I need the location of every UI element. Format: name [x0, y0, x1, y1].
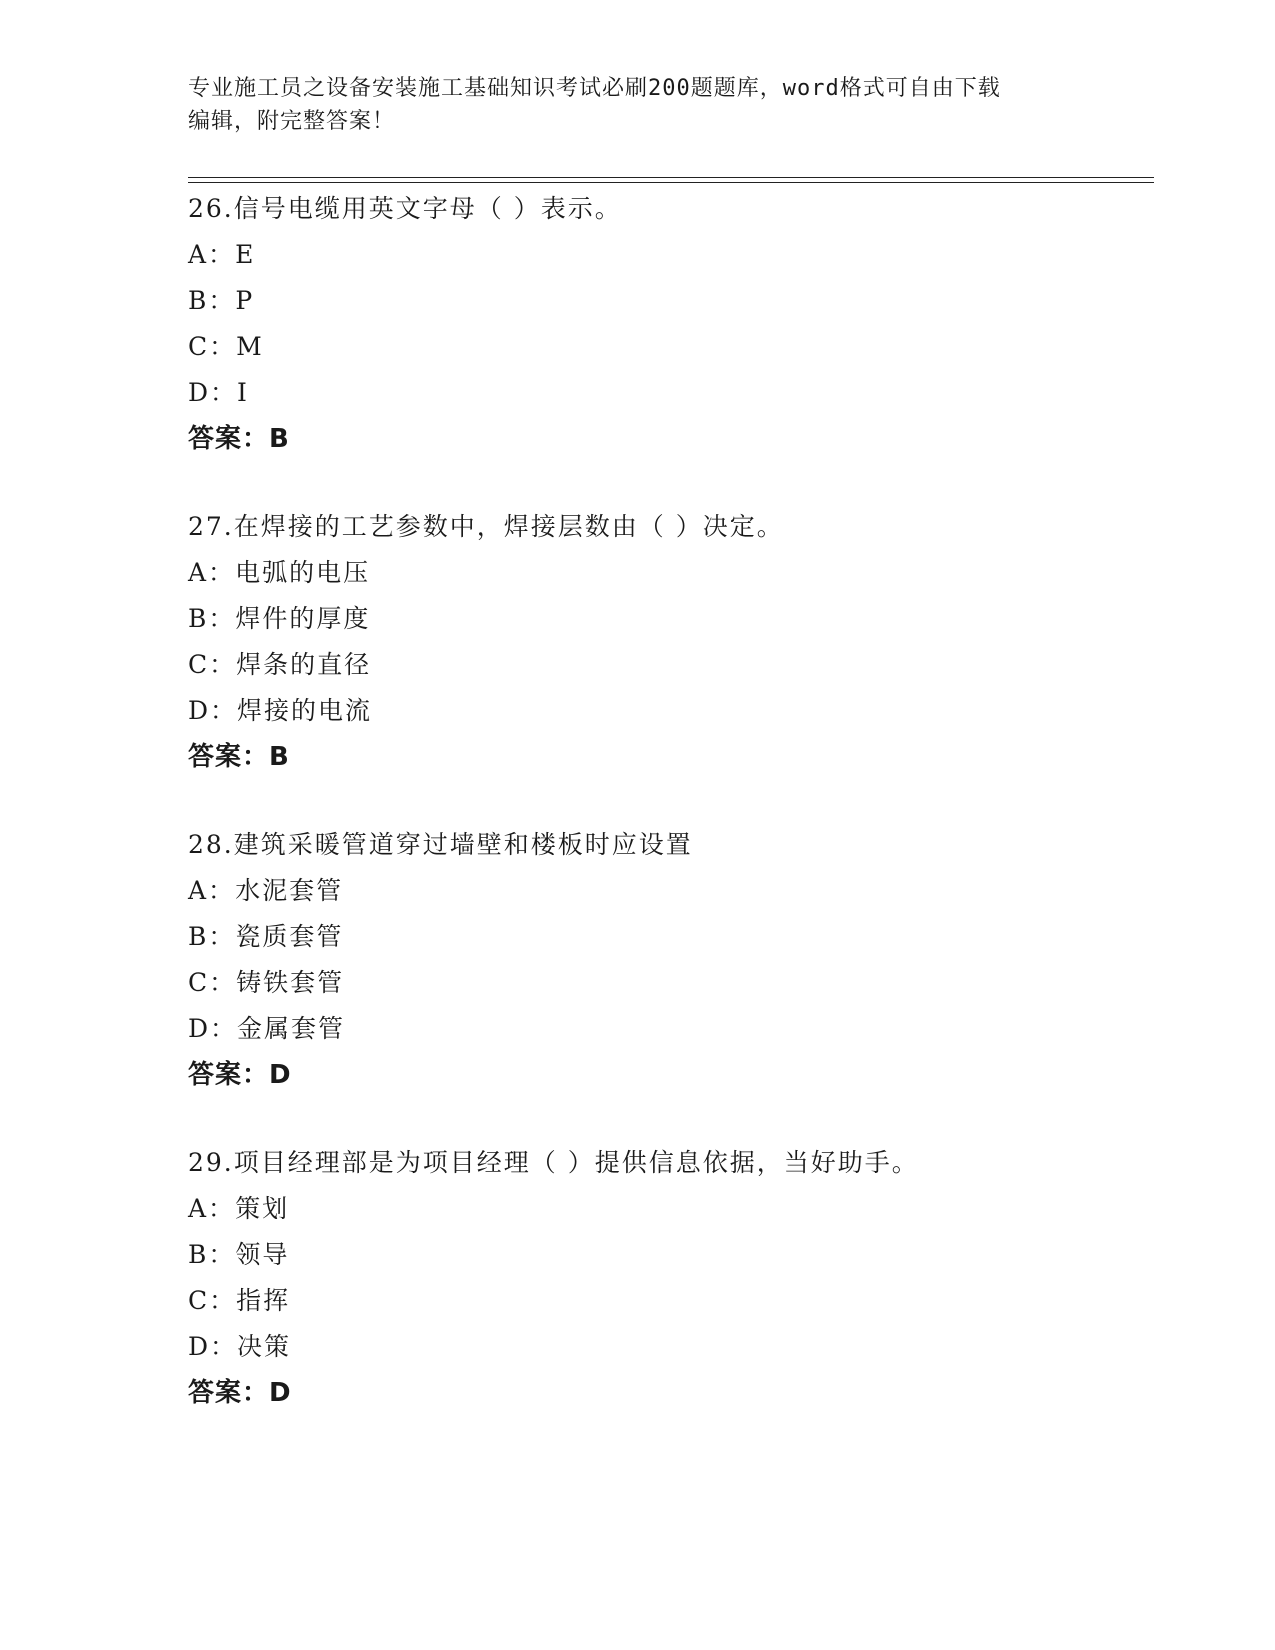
option-text: 水泥套管 — [235, 876, 344, 905]
option-text: M — [236, 332, 264, 361]
answer-line: 答案：B — [188, 424, 290, 454]
option-text: 瓷质套管 — [235, 922, 344, 951]
option-letter: D： — [188, 1332, 238, 1361]
option-letter: A： — [188, 558, 236, 587]
option-letter: C： — [188, 1286, 237, 1315]
option-letter: C： — [188, 332, 237, 361]
option-letter: A： — [188, 1194, 236, 1223]
question-block — [188, 186, 1154, 462]
option-text: E — [235, 240, 256, 269]
option-letter: C： — [188, 650, 237, 679]
answer-line: 答案：B — [188, 742, 290, 772]
question-stem: 28.建筑采暖管道穿过墙壁和楼板时应设置 — [188, 830, 693, 859]
option-c — [188, 1278, 1154, 1324]
option-letter: B： — [188, 1240, 236, 1269]
header-line-2: 编辑，附完整答案！ — [188, 109, 396, 134]
header-divider-bottom — [188, 182, 1154, 183]
answer-line: 答案：D — [188, 1378, 292, 1408]
option-text: 金属套管 — [237, 1014, 346, 1043]
option-text: 铸铁套管 — [236, 968, 345, 997]
option-letter: B： — [188, 286, 236, 315]
option-a — [188, 550, 1154, 596]
option-letter: A： — [188, 876, 236, 905]
option-text: 指挥 — [236, 1286, 291, 1315]
question-block — [188, 504, 1154, 780]
question-block — [188, 822, 1154, 1098]
option-text: 焊条的直径 — [236, 650, 372, 679]
option-b — [188, 278, 1154, 324]
option-d — [188, 688, 1154, 734]
option-letter: A： — [188, 240, 236, 269]
option-a — [188, 868, 1154, 914]
question-stem: 27.在焊接的工艺参数中，焊接层数由（ ）决定。 — [188, 512, 784, 541]
option-text: 决策 — [237, 1332, 292, 1361]
option-text: 电弧的电压 — [235, 558, 371, 587]
option-c — [188, 960, 1154, 1006]
question-stem: 26.信号电缆用英文字母（ ）表示。 — [188, 194, 622, 223]
option-b — [188, 596, 1154, 642]
option-d — [188, 370, 1154, 416]
option-letter: D： — [188, 696, 238, 725]
header-divider-top — [188, 177, 1154, 178]
option-text: 焊件的厚度 — [235, 604, 371, 633]
option-a — [188, 232, 1154, 278]
option-text: 策划 — [235, 1194, 290, 1223]
option-letter: D： — [188, 378, 238, 407]
header-line-1: 专业施工员之设备安装施工基础知识考试必刷200题题库，word格式可自由下载 — [188, 76, 1001, 101]
option-d — [188, 1006, 1154, 1052]
option-c — [188, 324, 1154, 370]
question-stem: 29.项目经理部是为项目经理（ ）提供信息依据，当好助手。 — [188, 1148, 919, 1177]
option-text: 领导 — [235, 1240, 290, 1269]
option-b — [188, 1232, 1154, 1278]
option-d — [188, 1324, 1154, 1370]
option-text: P — [235, 286, 255, 315]
question-block — [188, 1140, 1154, 1416]
option-text: 焊接的电流 — [237, 696, 373, 725]
option-b — [188, 914, 1154, 960]
option-c — [188, 642, 1154, 688]
document-header — [188, 72, 1088, 138]
answer-line: 答案：D — [188, 1060, 292, 1090]
option-text: I — [237, 378, 249, 407]
option-letter: B： — [188, 604, 236, 633]
option-letter: B： — [188, 922, 236, 951]
option-letter: D： — [188, 1014, 238, 1043]
option-letter: C： — [188, 968, 237, 997]
option-a — [188, 1186, 1154, 1232]
